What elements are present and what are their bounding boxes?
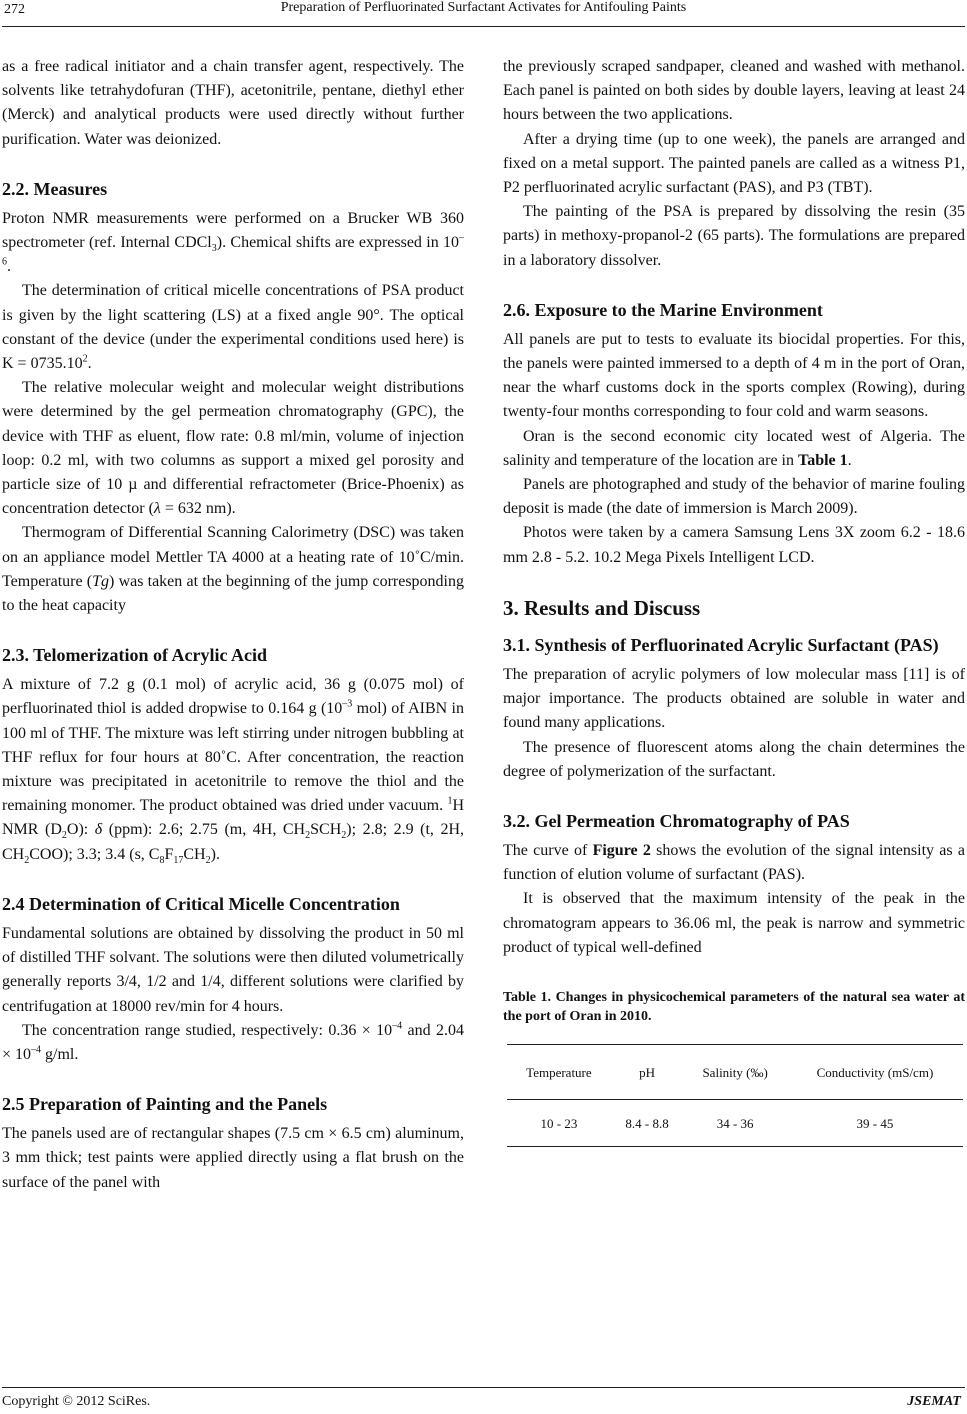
table-cell: 34 - 36	[716, 1115, 754, 1131]
table-cell: 8.4 - 8.8	[625, 1115, 669, 1131]
camera-paragraph: Photos were taken by a camera Samsung Lens 3X zoom 6.2 - 18.6 mm 2.8 - 5.2. 10.2 Mega Pixels Intelligent LCD.	[503, 524, 965, 566]
figure-2-reference: Figure 2	[592, 842, 651, 860]
header-rule	[2, 26, 965, 27]
right-column	[503, 55, 965, 1147]
intro-paragraph: as a free radical initiator and a chain transfer agent, respectively. The solvents like tetrahydofuran (THF), acetonitrile, pentane, diethyl ether (Merck) and analytical products were used directly without further purification. Water was deionized.	[2, 58, 464, 148]
section-heading-measures: 2.2. Measures	[2, 178, 108, 199]
oran-paragraph: Oran is the second economic city located west of Algeria. The salinity and temperature of the location are in Table 1.	[503, 427, 965, 469]
copyright-notice: Copyright © 2012 SciRes.	[2, 1394, 151, 1409]
acrylic-polymers-paragraph: The preparation of acrylic polymers of low molecular mass [11] is of major importance. The products obtained are soluble in water and found many applications.	[503, 666, 965, 732]
concentration-range-paragraph: The concentration range studied, respectively: $0.36 \times 10^{-4}$ and $2.04 \times 10^{-4}$ g/ml.	[2, 1020, 464, 1063]
table-header-cell: Temperature	[526, 1064, 592, 1080]
table-cell: 10 - 23	[540, 1115, 578, 1131]
left-column	[2, 55, 464, 1195]
peak-paragraph: It is observed that the maximum intensity of the peak in the chromatogram appears to 36.06 ml, the peak is narrow and symmetric product of typical well-defined	[503, 890, 965, 956]
section-heading-gpc: 3.2. Gel Permeation Chromatography of PAS	[503, 811, 850, 832]
telomerization-paragraph: A mixture of 7.2 g (0.1 mol) of acrylic acid, 36 g (0.075 mol) of perfluorinated thiol is added dropwise to 0.164 g ($10^{-3}$ mol) of AIBN in 100 ml of THF. The mixture was left stirring under nitrogen bubbling at THF reflux for four hours at 80˚C. After concentration, the reaction mixture was precipitated in acetonitrile to remove the thiol and the remaining monomer. The product obtained was dried under vacuum. $^1$H NMR $(D_2O)$: δ (ppm): 2.6; 2.75 (m, 4H, $CH_2SCH_2$); 2.8; 2.9 (t, 2H, $CH_2COO$); 3.3; 3.4 (s, $C_8F_{17}CH_2$).	[2, 676, 465, 866]
table-cell: 39 - 45	[856, 1115, 894, 1131]
cmc-ls-paragraph: The determination of critical micelle concentrations of PSA product is given by the light scattering (LS) at a fixed angle 90°. The optical constant of the device (under the experimental conditions used here) is $K = 0735.10^2$.	[2, 282, 464, 373]
table-header-cell: pH	[639, 1064, 656, 1080]
table-1-reference: Table 1	[798, 451, 848, 469]
journal-name: JSEMAT	[907, 1394, 961, 1409]
sea-water-table	[507, 1044, 963, 1147]
table-row	[507, 1100, 963, 1147]
running-title: Preparation of Perfluorinated Surfactant Activates for Antifouling Paints	[280, 0, 687, 15]
fluorescent-atoms-paragraph: The presence of fluorescent atoms along the chain determines the degree of polymerization of the surfactant.	[503, 738, 965, 780]
footer-rule	[2, 1387, 965, 1388]
running-header	[0, 0, 967, 22]
drying-paragraph: After a drying time (up to one week), the panels are arranged and fixed on a metal support. The painted panels are called as a witness P1, P2 perfluorinated acrylic surfactant (PAS), and P3 (TBT).	[503, 130, 965, 197]
gpc-method-paragraph: The relative molecular weight and molecular weight distributions were determined by the gel permeation chromatography (GPC), the device with THF as eluent, flow rate: 0.8 ml/min, volume of injection loop: 0.2 ml, with two columns as support a mixed gel porosity and particle size of 10 µ and differential refractometer (Brice-Phoenix) as concentration detector (λ = 632 nm).	[2, 379, 464, 518]
table-header-cell: Conductivity (mS/cm)	[816, 1064, 934, 1080]
fundamental-solutions-paragraph: Fundamental solutions are obtained by dissolving the product in 50 ml of distilled THF solvant. The solutions were then diluted volumetrically generally reports 3/4, 1/2 and 1/4, different solutions were clarified by centrifugation at 18000 rev/min for 4 hours.	[2, 924, 464, 1015]
table-caption: Table 1. Changes in physicochemical parameters of the natural sea water at the port of Oran in 2010.	[503, 990, 965, 1025]
section-heading-preparation: 2.5 Preparation of Painting and the Panels	[2, 1094, 328, 1115]
section-heading-exposure: 2.6. Exposure to the Marine Environment	[503, 299, 823, 320]
curve-paragraph: The curve of Figure 2 shows the evolution of the signal intensity as a function of elution volume of surfactant (PAS).	[503, 842, 966, 884]
photographed-paragraph: Panels are photographed and study of the behavior of marine fouling deposit is made (the date of immersion is March 2009).	[503, 476, 965, 518]
section-heading-telomerization: 2.3. Telomerization of Acrylic Acid	[2, 645, 267, 666]
table-header-cell: Salinity (‰)	[702, 1064, 768, 1080]
exposure-paragraph: All panels are put to tests to evaluate its biocidal properties. For this, the panels were painted immersed to a depth of 4 m in the port of Oran, near the wharf customs dock in the sports complex (Rowing), during twenty-four months corresponding to four cold and warm seasons.	[503, 330, 965, 421]
table-header-row	[507, 1045, 963, 1100]
section-heading-synthesis: 3.1. Synthesis of Perfluorinated Acrylic Surfactant (PAS)	[503, 635, 939, 656]
psa-painting-paragraph: The painting of the PSA is prepared by dissolving the resin (35 parts) in methoxy-propanol-2 (65 parts). The formulations are prepared in a laboratory dissolver.	[503, 203, 965, 269]
panels-paragraph: The panels used are of rectangular shapes (7.5 cm × 6.5 cm) aluminum, 3 mm thick; test paints were applied directly using a flat brush on the surface of the panel with	[2, 1125, 464, 1191]
section-heading-results: 3. Results and Discuss	[503, 595, 701, 620]
section-heading-cmc: 2.4 Determination of Critical Micelle Concentration	[2, 893, 400, 914]
nmr-paragraph: Proton NMR measurements were performed on a Brucker WB 360 spectrometer (ref. Internal CDCl$_3$). Chemical shifts are expressed in $10^{-6}$.	[2, 209, 464, 276]
continued-paragraph: the previously scraped sandpaper, cleaned and washed with methanol. Each panel is painted on both sides by double layers, leaving at least 24 hours between the two applications.	[503, 58, 965, 124]
dsc-paragraph: Thermogram of Differential Scanning Calorimetry (DSC) was taken on an appliance model Mettler TA 4000 at a heating rate of 10˚C/min. Temperature (Tg) was taken at the beginning of the jump corresponding to the heat capacity	[2, 524, 465, 615]
page-number: 272	[4, 2, 25, 17]
